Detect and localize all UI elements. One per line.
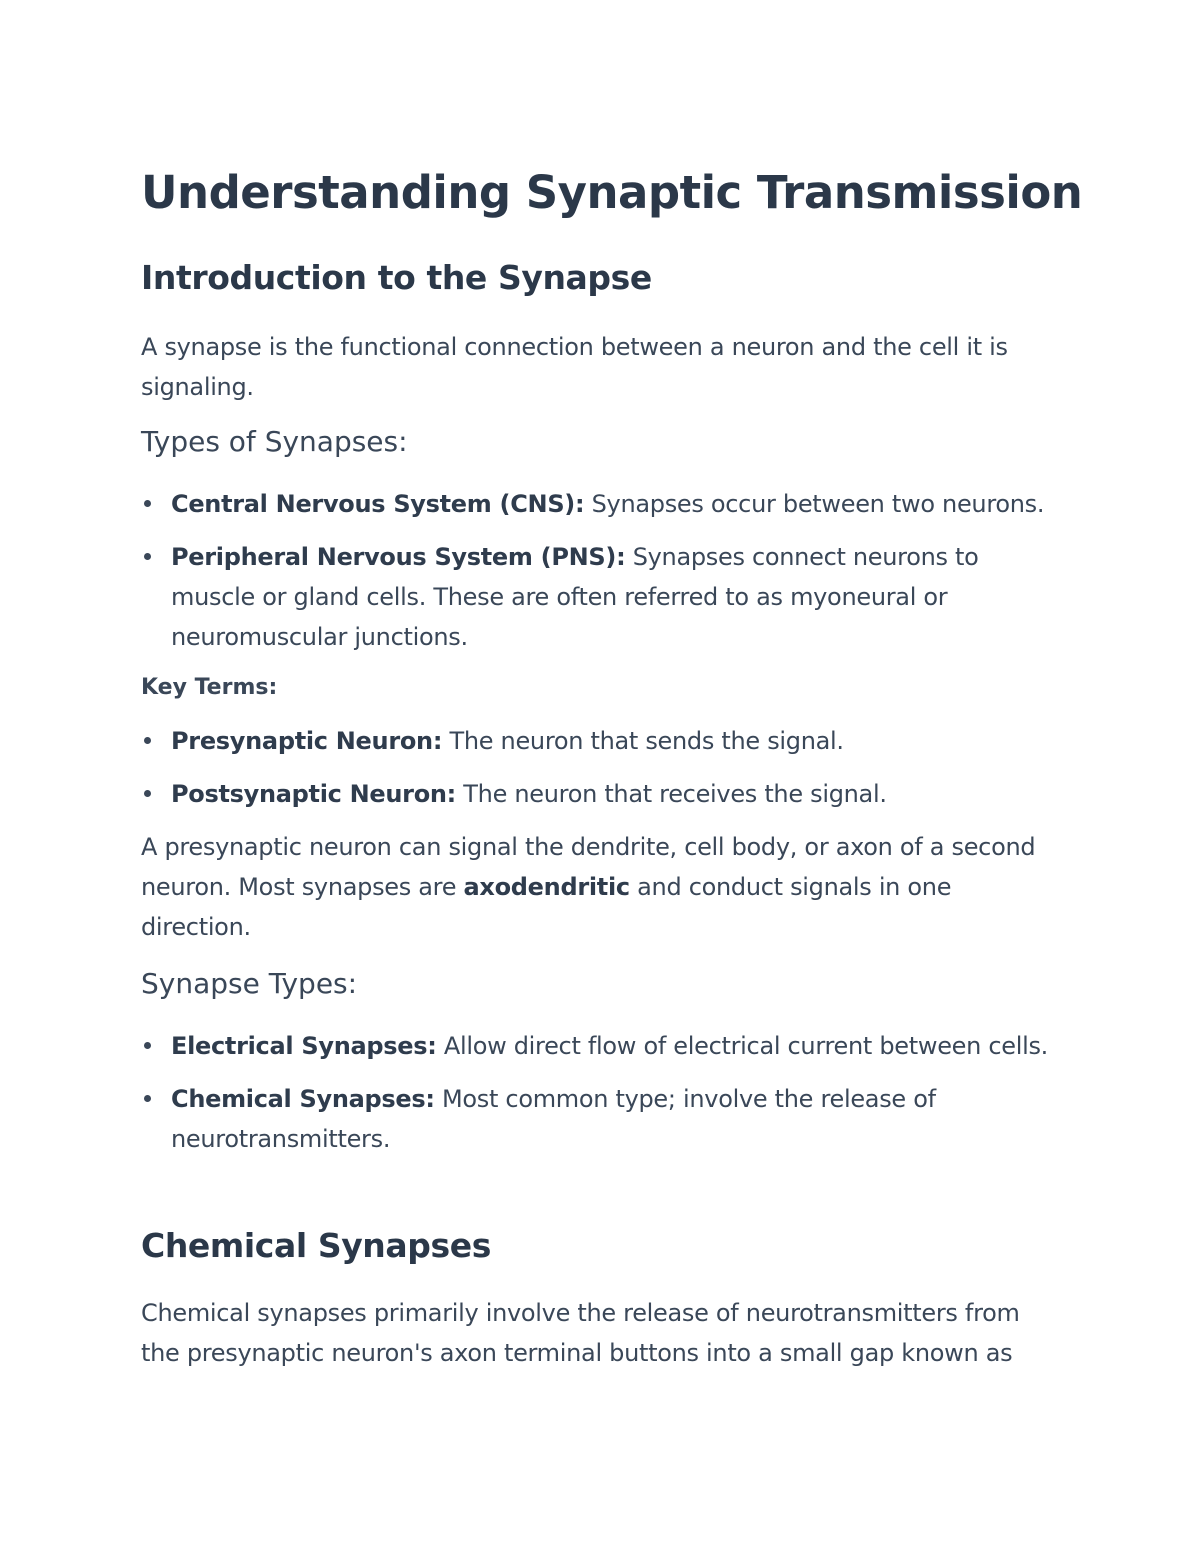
document-title: Understanding Synaptic Transmission [141, 166, 1083, 219]
section-heading-intro: Introduction to the Synapse [141, 258, 652, 297]
list-item-text: Allow direct flow of electrical current between cells. [436, 1032, 1048, 1060]
bold-term-axodendritic: axodendritic [463, 873, 630, 901]
list-item [141, 484, 1061, 524]
list-item-text: Most common type; involve the release of neurotransmitters. [171, 1085, 936, 1153]
list-item [141, 537, 1061, 657]
key-terms-label: Key Terms: [141, 675, 278, 700]
list-item-text: Synapses connect neurons to muscle or gland cells. These are often referred to as myoneural or neuromuscular junctions. [171, 543, 979, 651]
list-item-text: Synapses occur between two neurons. [584, 490, 1045, 518]
list-item-term: Postsynaptic Neuron: [171, 780, 456, 808]
intro-paragraph: A synapse is the functional connection between a neuron and the cell it is signaling. [141, 333, 1008, 401]
list-item-text: The neuron that sends the signal. [442, 727, 844, 755]
list-item-term: Central Nervous System (CNS): [171, 490, 585, 518]
presynaptic-paragraph [141, 827, 1061, 947]
list-item [141, 1079, 1061, 1159]
subheading-synapse-types: Synapse Types: [141, 967, 358, 1000]
list-item-term: Presynaptic Neuron: [171, 727, 443, 755]
list-item-term: Electrical Synapses: [171, 1032, 437, 1060]
paragraph-text: and conduct signals in one direction. [141, 873, 952, 941]
chemical-synapses-paragraph: Chemical synapses primarily involve the release of neurotransmitters from the presynaptic neuron's axon terminal buttons into a small gap known as [141, 1299, 1020, 1367]
list-item-text: The neuron that receives the signal. [455, 780, 887, 808]
list-item [141, 1026, 1061, 1066]
paragraph-text: A presynaptic neuron can signal the dendrite, cell body, or axon of a second neuron. Most synapses are [141, 833, 1036, 901]
list-item [141, 721, 1061, 761]
list-item [141, 774, 1061, 814]
synapse-types-list [141, 1026, 1061, 1172]
section-heading-chemical-synapses: Chemical Synapses [141, 1226, 491, 1265]
subheading-types-of-synapses: Types of Synapses: [141, 425, 408, 458]
types-of-synapses-list [141, 484, 1061, 670]
key-terms-list [141, 721, 1061, 827]
list-item-term: Chemical Synapses: [171, 1085, 435, 1113]
list-item-term: Peripheral Nervous System (PNS): [171, 543, 626, 571]
